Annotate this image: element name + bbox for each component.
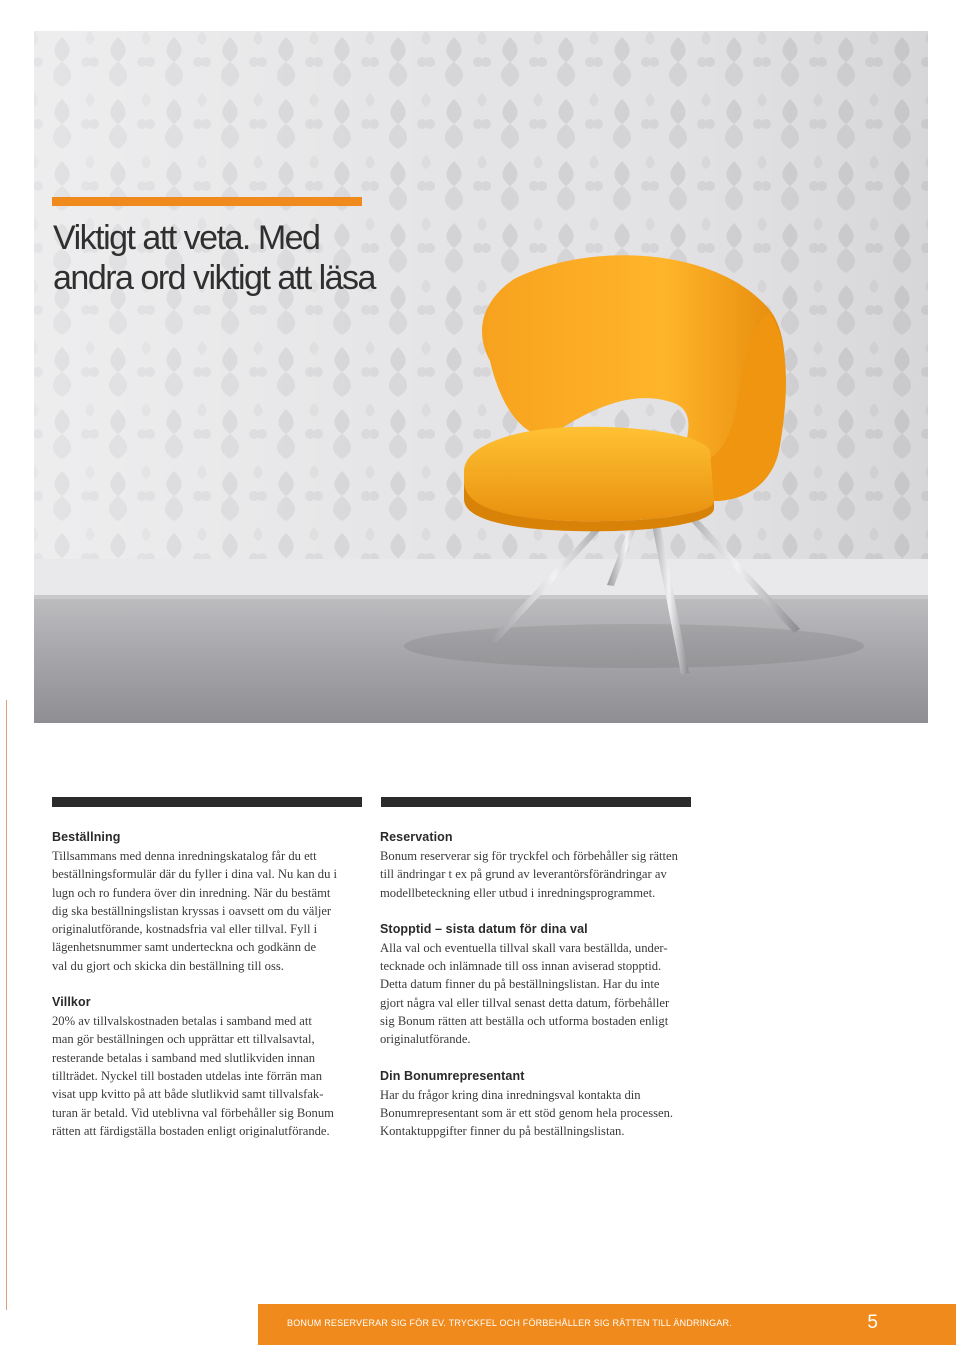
page-number: 5 [867,1312,878,1333]
text-line: gjort några val eller tillval senast detta datum, förbehåller [380,995,670,1010]
text-line: Bonum reserverar sig för tryckfel och förbehåller sig rätten [380,849,678,863]
section-heading: Reservation [380,830,453,844]
text-line: Detta datum finner du på beställningslistan. Har du inte [380,977,660,992]
section-heading: Stopptid – sista datum för dina val [380,921,588,936]
section-bestallning [52,828,370,975]
section-heading: Villkor [52,995,91,1010]
section-heading: Din Bonumrepresentant [380,1068,525,1083]
text-line: 20% av tillvalskostnaden betalas i samband med att [52,1014,312,1029]
text-line: Alla val och eventuella tillval skall vara beställda, under- [380,940,668,955]
text-line: Har du frågor kring dina inredningsval kontakta din [380,1087,641,1102]
section-body [52,1012,370,1140]
page-title [53,218,473,298]
text-line: visat upp kvitto på att både slutlikvid samt tillvalsfak- [52,1087,324,1102]
section-heading: Beställning [52,830,121,844]
section-reservation [380,828,698,902]
text-line: sig Bonum rätten att beställa och utforma bostaden enligt [380,1014,669,1029]
section-body [380,1086,698,1141]
text-line: originalutförande, kostnadsfria val eller tillval. Fyll i [52,922,318,937]
text-line: lugn och ro fundera över din inredning. När du bestämt [52,885,331,900]
side-accent-line [6,700,7,1310]
left-column-divider [52,797,362,807]
text-line: man gör beställningen och upprättar ett tillvalsavtal, [52,1032,315,1047]
text-line: turan är betald. Vid uteblivna val förbehåller sig Bonum [52,1105,334,1120]
text-line: till ändringar t ex på grund av leverantörsförändringar av [380,867,667,882]
text-line: dig ska beställningslistan kryssas i oavsett om du väljer [52,903,332,918]
section-stopptid [380,920,698,1049]
section-body [380,847,698,902]
text-line: modellbeteckning eller utbud i inredningsprogrammet. [380,885,656,900]
hero-accent-bar [52,197,362,206]
right-column [380,828,698,1157]
title-line-2: andra ord viktigt att läsa [53,259,375,297]
chair-photo [34,31,928,723]
title-line-1: Viktigt att veta. Med [53,219,320,257]
text-line: Kontaktuppgifter finner du på beställningslistan. [380,1124,625,1139]
text-line: tecknade och inlämnade till oss innan aviserad stopptid. [380,959,662,974]
hero-image [34,31,928,723]
text-line: originalutförande. [380,1032,471,1047]
section-body [52,847,370,975]
left-column [52,828,370,1156]
text-line: tillträdet. Nyckel till bostaden utdelas inte förrän man [52,1068,322,1083]
text-line: val du gjort och skicka din beställning till oss. [52,958,284,973]
section-bonumrepresentant [380,1067,698,1141]
text-line: resterande betalas i samband med slutlikviden innan [52,1050,315,1065]
text-line: rätten att färdigställa bostaden enligt originalutförande. [52,1123,330,1138]
section-villkor [52,993,370,1140]
text-line: lägenhetsnummer samt underteckna och godkänn de [52,940,317,955]
text-line: beställningsformulär där du fyller i dina val. Nu kan du i [52,867,338,882]
text-line: Bonumrepresentant som är ett stöd genom hela processen. [380,1105,674,1120]
footer-bar [258,1304,956,1345]
text-line: Tillsammans med denna inredningskatalog får du ett [52,849,317,863]
footer-disclaimer: BONUM RESERVERAR SIG FÖR EV. TRYCKFEL OCH FÖRBEHÅLLER SIG RÄTTEN TILL ÄNDRINGAR. [287,1318,732,1328]
right-column-divider [381,797,691,807]
section-body [380,939,698,1049]
